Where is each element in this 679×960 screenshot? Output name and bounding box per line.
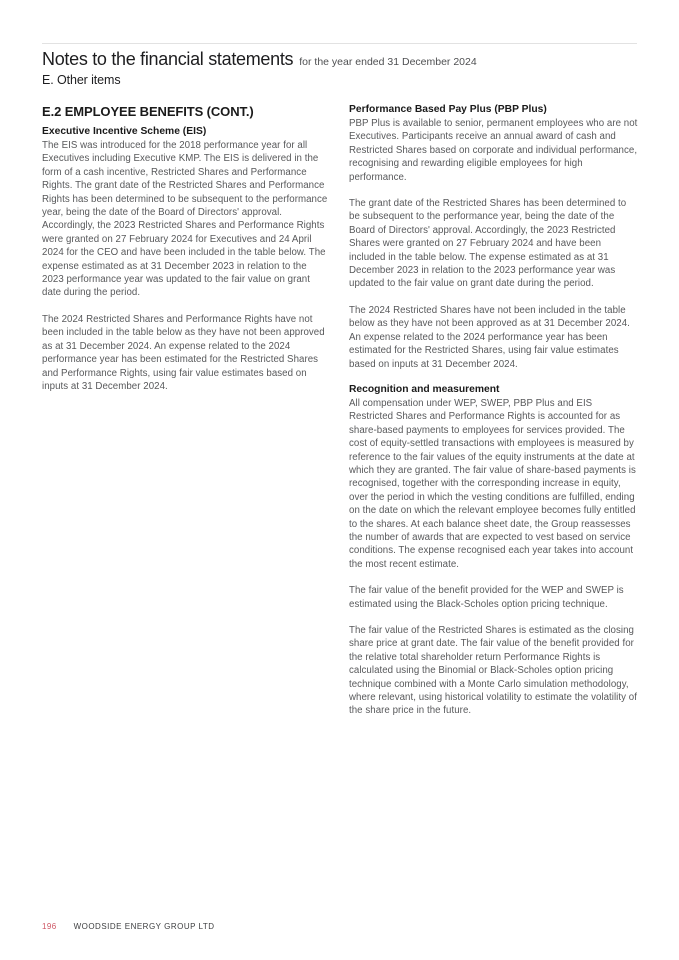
note-heading: E.2 EMPLOYEE BENEFITS (CONT.) <box>42 104 254 119</box>
page-header <box>42 44 637 87</box>
two-column-body <box>42 104 637 731</box>
eis-paragraph-2: The 2024 Restricted Shares and Performance Rights have not been included in the table below as they have not been approved as at 31 December 2024. An expense related to the 2024 performance year has been estimated for the Restricted Shares and Performance Rights, using fair value estimates based on inputs at 31 December 2024. <box>42 313 325 392</box>
page-number: 196 <box>42 922 57 931</box>
page-content <box>42 0 637 731</box>
recognition-paragraph-2: The fair value of the benefit provided for the WEP and SWEP is estimated using the Black-Scholes option pricing technique. <box>349 585 624 610</box>
pbp-paragraph-3: The 2024 Restricted Shares have not been included in the table below as they have not been approved as at 31 December 2024. An expense related to the 2024 performance year has been estimated for the Restricted Shares, using fair value estimates based on inputs at 31 December 2024. <box>349 304 630 370</box>
page-title: Notes to the financial statements <box>42 49 294 69</box>
page-footer <box>42 922 215 931</box>
pbp-paragraph-1: PBP Plus is available to senior, permanent employees who are not Executives. Participants receive an annual award of cash and Restricted Shares based on corporate and individual performance, recognising and rewarding eligible employees for high performance. <box>349 118 638 183</box>
company-name: WOODSIDE ENERGY GROUP LTD <box>73 922 215 931</box>
eis-paragraph-1: The EIS was introduced for the 2018 performance year for all Executives including Executive KMP. The EIS is delivered in the form of a cash incentive, Restricted Shares and Performance Rights. The grant date of the Restricted Shares and Performance Rights has been determined to be subsequent to the performance year, being the date of the Board of Directors' approval. Accordingly, the 2023 Restricted Shares and Performance Rights were granted on 27 February 2024 for Executives and 24 April 2024 for the CEO and have been included in the table below. The expense estimated as at 31 December 2023 in relation to the 2023 performance year was updated to the fair value on grant date during the period. <box>42 140 328 299</box>
recognition-paragraph-1: All compensation under WEP, SWEP, PBP Plus and EIS Restricted Shares and Performance Rights is accounted for as share-based payments to employees for services provided. The cost of equity-settled transactions with employees is measured by reference to the fair values of the equity instruments at the date at which they are granted. The fair value of share-based payments is recognised, together with the corresponding increase in equity, over the period in which the vesting conditions are fulfilled, ending on the date on which the relevant employee becomes fully entitled to the shares. At each balance sheet date, the Group reassesses the number of awards that are expected to vest based on service conditions. The expense recognised each year takes into account the most recent estimate. <box>349 397 636 570</box>
page-subtitle: for the year ended 31 December 2024 <box>299 56 477 68</box>
recognition-paragraph-3: The fair value of the Restricted Shares is estimated as the closing share price at grant date. The fair value of the benefit provided for the relative total shareholder return Performance Rights is calculated using the Binomial or Black-Scholes option pricing technique combined with a Monte Carlo simulation methodology, where relevant, using historical volatility to estimate the volatility of the share price in the future. <box>349 625 637 717</box>
right-column <box>349 104 638 731</box>
title-line <box>42 49 637 70</box>
left-column <box>42 104 331 731</box>
section-title: E. Other items <box>42 73 121 87</box>
pbp-paragraph-2: The grant date of the Restricted Shares has been determined to be subsequent to the performance year, being the date of the Board of Directors' approval. Accordingly, the 2023 Restricted Shares were granted on 27 February 2024 and have been included in the table below. The expense estimated as at 31 December 2023 in relation to the 2023 performance year was updated to the fair value on grant date during the period. <box>349 198 627 290</box>
recognition-subheading: Recognition and measurement <box>349 383 500 395</box>
pbp-subheading: Performance Based Pay Plus (PBP Plus) <box>349 104 547 115</box>
eis-subheading: Executive Incentive Scheme (EIS) <box>42 126 207 137</box>
